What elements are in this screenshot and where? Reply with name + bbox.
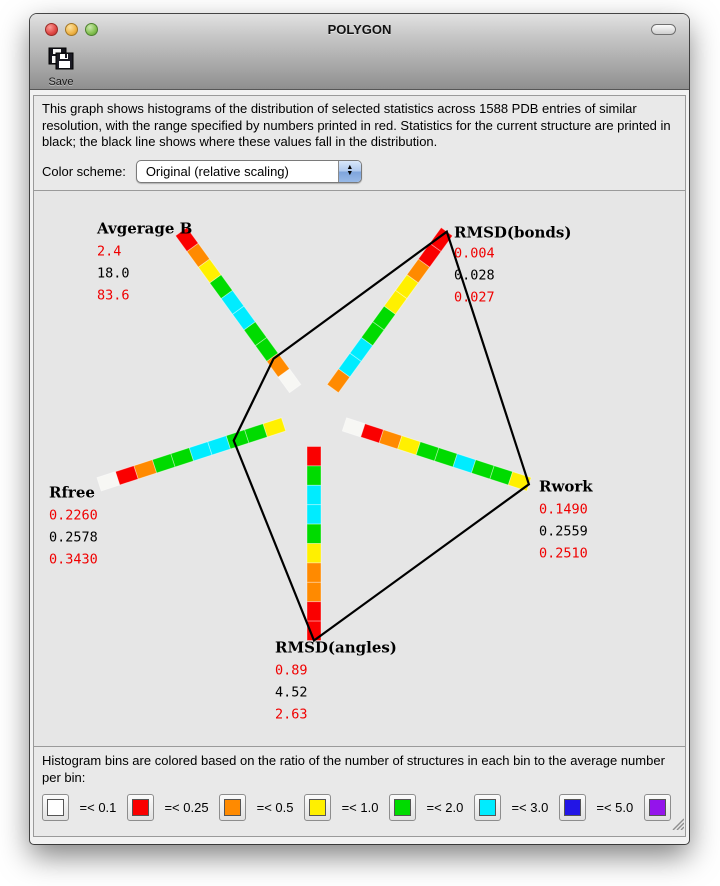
axis-label-rwork: Rwork [539, 477, 593, 496]
axis-rmsd-bonds-min-value: 0.004 [454, 245, 495, 262]
legend-bin-label-6: =< 5.0 [596, 800, 634, 815]
window-title: POLYGON [327, 22, 392, 37]
titlebar[interactable] [30, 14, 689, 44]
axis-label-rmsd-angles: RMSD(angles) [275, 638, 397, 657]
legend-bins-row [42, 794, 677, 821]
polygon-window [30, 14, 689, 844]
axis-histogram-rmsd-angles [307, 447, 321, 641]
legend-panel [33, 747, 686, 837]
axis-rfree-max-value: 0.3430 [49, 551, 98, 568]
axis-histogram-average-b [175, 228, 300, 393]
histogram-bin [97, 472, 120, 491]
axis-rmsd-bonds-max-value: 0.027 [454, 289, 495, 306]
legend-swatch-color [649, 799, 666, 816]
axis-rmsd-bonds-current-value: 0.028 [454, 267, 495, 284]
legend-swatch-color [132, 799, 149, 816]
axis-rwork-current-value: 0.2559 [539, 523, 588, 540]
description-text: This graph shows histograms of the distribution of selected statistics across 1588 PDB entries of similar resolution, with the range specified by numbers printed in red. Statistics for the current structure are printed in black; the black line shows where these values fall in the distribution. [42, 101, 671, 149]
axis-label-rmsd-bonds: RMSD(bonds) [454, 223, 572, 242]
histogram-bin [307, 485, 321, 504]
axis-label-rfree: Rfree [49, 483, 95, 502]
stepper-arrows-icon: ▲ ▼ [338, 161, 361, 182]
legend-bin-label-2: =< 0.5 [256, 800, 294, 815]
axis-rwork-max-value: 0.2510 [539, 545, 588, 562]
color-scheme-select[interactable] [136, 160, 362, 183]
polygon-plot [34, 191, 685, 746]
histogram-bin [307, 466, 321, 485]
legend-swatch-color [47, 799, 64, 816]
axis-histogram-rfree [97, 418, 286, 491]
plot-panel [33, 191, 686, 747]
legend-swatch-color [564, 799, 581, 816]
legend-bin-label-5: =< 3.0 [511, 800, 549, 815]
histogram-bin [307, 544, 321, 563]
window-header [30, 14, 689, 90]
save-button-label: Save [48, 76, 74, 88]
axis-rfree-current-value: 0.2578 [49, 529, 98, 546]
histogram-bin [307, 602, 321, 621]
legend-swatch-color [394, 799, 411, 816]
legend-swatch-5[interactable] [474, 794, 501, 821]
histogram-bin [307, 524, 321, 543]
axis-average-b-current-value: 18.0 [97, 265, 130, 282]
legend-text: Histogram bins are colored based on the ratio of the number of structures in each bin to the average number per bin: [42, 753, 665, 785]
legend-swatch-color [479, 799, 496, 816]
legend-swatch-4[interactable] [389, 794, 416, 821]
legend-bin-label-4: =< 2.0 [426, 800, 464, 815]
window-content [30, 91, 689, 844]
histogram-bin [307, 447, 321, 466]
axis-rfree-min-value: 0.2260 [49, 507, 98, 524]
histogram-bin [307, 563, 321, 582]
description-panel [33, 95, 686, 191]
axis-rwork-min-value: 0.1490 [539, 501, 588, 518]
axis-label-average-b: Avgerage B [97, 219, 193, 238]
legend-swatch-6[interactable] [559, 794, 586, 821]
save-icon [48, 60, 75, 75]
axis-rmsd-angles-min-value: 0.89 [275, 662, 308, 679]
legend-swatch-color [309, 799, 326, 816]
legend-swatch-0[interactable] [42, 794, 69, 821]
legend-bin-label-0: =< 0.1 [79, 800, 117, 815]
axis-rmsd-angles-current-value: 4.52 [275, 684, 308, 701]
resize-grip[interactable] [670, 816, 684, 835]
legend-swatch-3[interactable] [304, 794, 331, 821]
legend-bin-label-3: =< 1.0 [341, 800, 379, 815]
color-scheme-label: Color scheme: [42, 163, 126, 179]
axis-average-b-max-value: 83.6 [97, 287, 130, 304]
legend-swatch-color [224, 799, 241, 816]
legend-swatch-7[interactable] [644, 794, 671, 821]
legend-swatch-2[interactable] [219, 794, 246, 821]
save-button[interactable] [42, 47, 80, 88]
color-scheme-value: Original (relative scaling) [145, 163, 289, 179]
legend-bin-label-1: =< 0.25 [164, 800, 209, 815]
legend-swatch-1[interactable] [127, 794, 154, 821]
histogram-bin [307, 582, 321, 601]
axis-average-b-min-value: 2.4 [97, 243, 122, 260]
toolbar-toggle-button[interactable] [651, 24, 676, 35]
axis-rmsd-angles-max-value: 2.63 [275, 706, 308, 723]
histogram-bin [307, 505, 321, 524]
axis-histogram-rmsd-bonds [327, 228, 452, 393]
axis-histogram-rwork [342, 418, 531, 491]
